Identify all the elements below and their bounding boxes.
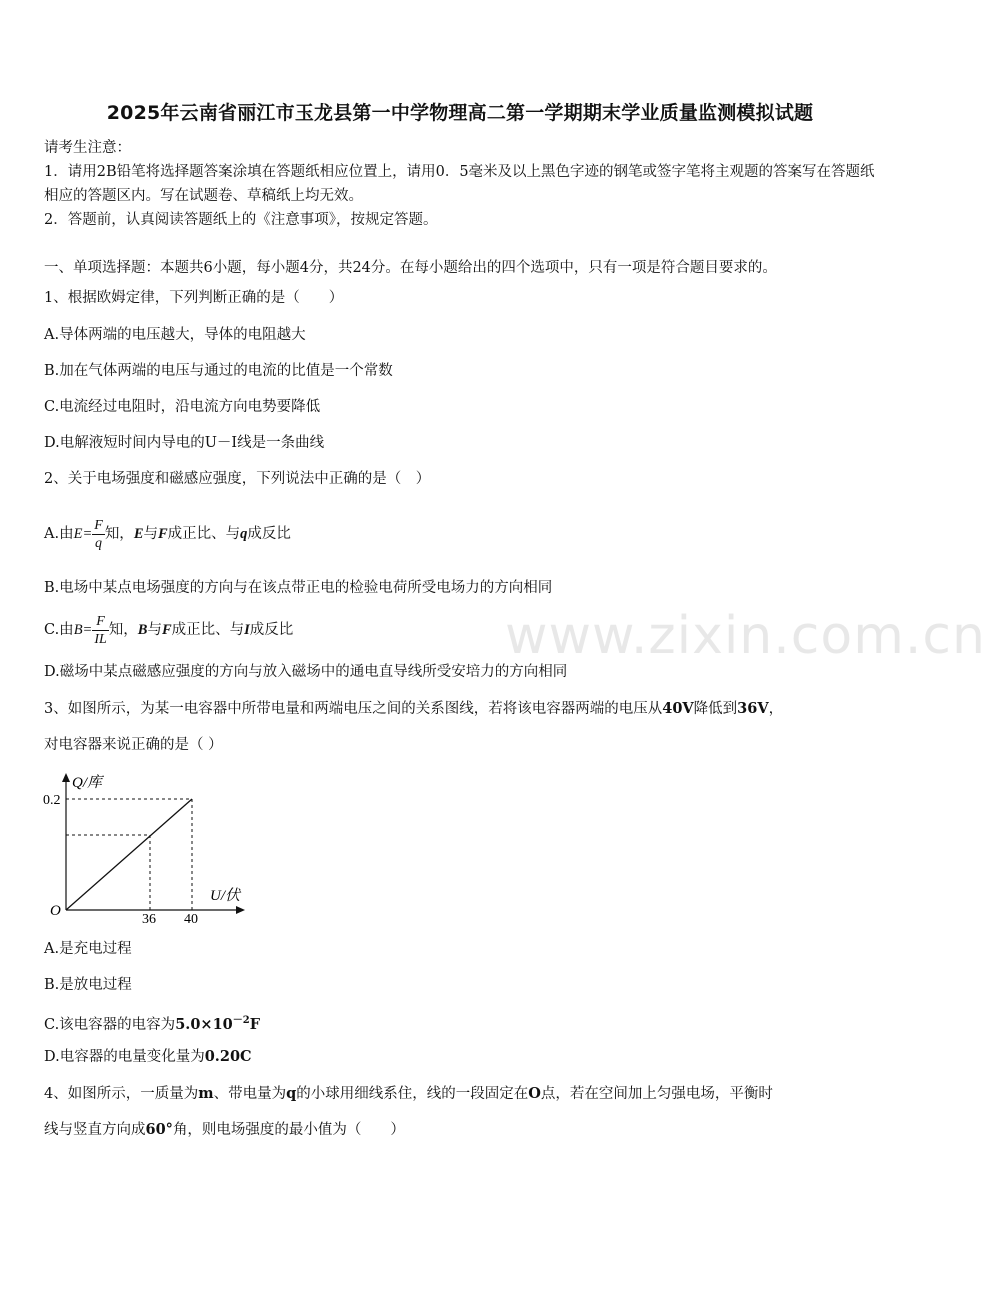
page-title: 2025年云南省丽江市玉龙县第一中学物理高二第一学期期末学业质量监测模拟试题 [106,102,814,124]
q-u-line [66,799,192,910]
option-c-prefix: C.由 [44,622,74,638]
question-1-option-d: D.电解液短时间内导电的U－I线是一条曲线 [44,435,325,451]
variable: q [240,526,248,542]
fraction [92,517,105,552]
section-heading: 一、单项选择题：本题共6小题，每小题4分，共24分。在每小题给出的四个选项中，只有一项是符合题目要求的。 [44,260,777,276]
option-a-prefix: A.由 [44,526,74,542]
angle-value: 60° [145,1121,173,1138]
question-2-option-d: D.磁场中某点磁感应强度的方向与放入磁场中的通电直导线所受安培力的方向相同 [44,664,568,680]
question-2-option-b: B.电场中某点电场强度的方向与在该点带正电的检验电荷所受电场力的方向相同 [44,580,553,596]
question-2-option-c [44,608,293,652]
y-axis-arrow [62,773,70,782]
fraction-numerator: F [94,517,103,533]
variable: I [244,622,250,638]
origin-label: O [50,903,61,919]
watermark: www.zixin.com.cn [505,606,986,666]
question-2-stem: 2、关于电场强度和磁感应强度，下列说法中正确的是（ ） [44,471,431,487]
variable: E [133,526,144,542]
x-axis-arrow [236,906,245,914]
stem-text: 角，则电场强度的最小值为（ ） [172,1122,405,1138]
question-3-option-c [44,1011,260,1035]
stem-text: 点，若在空间加上匀强电场，平衡时 [540,1086,773,1102]
question-3-option-b: B.是放电过程 [44,977,132,993]
voltage-value: 40V [662,700,694,717]
y-tick-label: 0.2 [43,793,61,808]
stem-text: 降低到 [693,701,738,717]
formula-lhs: B= [73,622,93,638]
option-text: D.电容器的电量变化量为 [44,1049,205,1065]
stem-text: 、带电量为 [213,1086,287,1102]
question-2-option-a [44,512,291,556]
fraction [92,613,108,648]
option-text: 与 [143,526,158,542]
variable: F [161,622,172,638]
charge-change-value: 0.20C [204,1048,252,1065]
stem-text: 4、如图所示，一质量为 [44,1086,199,1102]
y-axis-label: Q/库 [72,775,103,791]
stem-text: 的小球用细线系住，线的一段固定在 [296,1086,529,1102]
question-4-stem [44,1084,773,1104]
notice-item-2: 2．答题前，认真阅读答题纸上的《注意事项》，按规定答题。 [44,212,438,228]
charge-symbol: q [286,1085,297,1102]
voltage-value: 36V [737,700,769,717]
question-1-option-c: C.电流经过电阻时，沿电流方向电势要降低 [44,399,321,415]
x-tick-label-40: 40 [184,912,198,927]
question-3-option-d [44,1047,252,1067]
capacitance-value: 5.0×10 [175,1015,233,1033]
fraction-denominator: IL [94,631,107,647]
question-1-stem: 1、根据欧姆定律，下列判断正确的是（ ） [44,290,344,306]
question-3-stem [44,699,783,719]
notice-heading: 请考生注意： [44,140,131,156]
option-text: 成反比 [247,526,291,542]
option-text: 成正比、与 [167,526,241,542]
option-text: 知， [104,526,134,542]
variable: B [137,622,148,638]
capacitance-unit: F [249,1015,261,1033]
stem-text: 线与竖直方向成 [44,1122,146,1138]
stem-text: ， [768,701,784,717]
option-text: 成正比、与 [171,622,245,638]
capacitance-exponent: －2 [232,1015,250,1026]
stem-text: 3、如图所示，为某一电容器中所带电量和两端电压之间的关系图线，若将该电容器两端的电压从 [44,701,663,717]
x-axis-label: U/伏 [210,888,241,904]
question-1-option-b: B.加在气体两端的电压与通过的电流的比值是一个常数 [44,363,393,379]
x-tick-label-36: 36 [142,912,156,927]
notice-item-1: 1．请用2B铅笔将选择题答案涂填在答题纸相应位置上，请用0．5毫米及以上黑色字迹的钢笔或签字笔将主观题的答案写在答题纸相应的答题区内。写在试题卷、草稿纸上均无效。 [44,164,875,204]
question-1-option-a: A.导体两端的电压越大，导体的电阻越大 [44,327,306,343]
q-u-graph [40,770,270,930]
point-symbol: O [528,1085,541,1102]
variable: F [157,526,168,542]
option-text: 知， [108,622,138,638]
option-text: 与 [147,622,162,638]
fraction-numerator: F [92,613,108,631]
option-text: 成反比 [249,622,294,638]
question-3-stem-line-2: 对电容器来说正确的是（ ） [44,737,223,753]
formula-lhs: E= [73,526,93,542]
mass-symbol: m [198,1085,214,1102]
option-text: C.该电容器的电容为 [44,1016,176,1033]
question-4-stem-line-2 [44,1120,405,1140]
question-3-option-a: A.是充电过程 [44,941,132,957]
fraction-denominator: q [95,535,103,551]
